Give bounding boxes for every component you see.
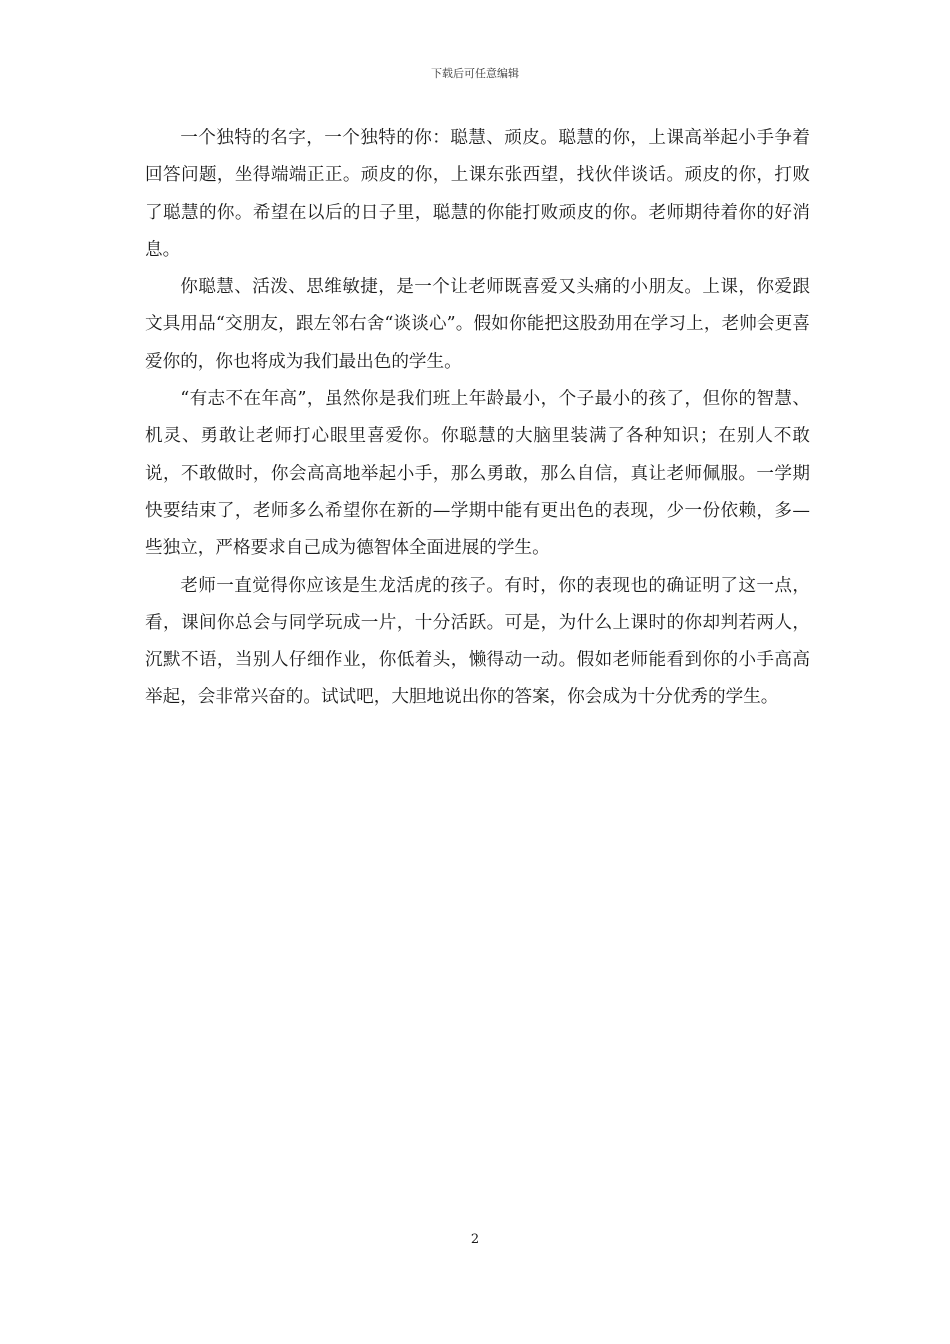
page-header-note: 下载后可任意编辑 xyxy=(431,67,519,80)
paragraph-2: 你聪慧、活泼、思维敏捷，是一个让老师既喜爱又头痛的小朋友。上课，你爱跟文具用品“交朋友，跟左邻右舍“谈谈心”。假如你能把这股劲用在学习上，老帅会更喜爱你的，你也将成为我们最出色的学生。 xyxy=(145,277,810,372)
page-number: 2 xyxy=(470,1232,480,1247)
paragraph-1: 一个独特的名字，一个独特的你：聪慧、顽皮。聪慧的你，上课高举起小手争着回答问题，坐得端端正正。顽皮的你，上课东张西望，找伙伴谈话。顽皮的你，打败了聪慧的你。希望在以后的日子里，聪慧的你能打败顽皮的你。老师期待着你的好消息。 xyxy=(145,128,810,260)
paragraph-4: 老师一直觉得你应该是生龙活虎的孩子。有时，你的表现也的确证明了这一点，看，课间你总会与同学玩成一片，十分活跃。可是，为什么上课时的你却判若两人，沉默不语，当别人仔细作业，你低着头，懒得动一动。假如老师能看到你的小手高高举起，会非常兴奋的。试试吧，大胆地说出你的答案，你会成为十分优秀的学生。 xyxy=(145,575,810,708)
paragraph-3: “有志不在年高”，虽然你是我们班上年龄最小，个子最小的孩了，但你的智慧、机灵、勇敢让老师打心眼里喜爱你。你聪慧的大脑里装满了各种知识；在别人不敢说，不敢做时，你会高高地举起小手，那么勇敢，那么自信，真让老师佩服。一学期快要结束了，老师多么希望你在新的—学期中能有更出色的表现，少一份依赖，多—些独立，严格要求自己成为德智体全面进展的学生。 xyxy=(145,389,810,559)
document-body xyxy=(145,120,810,717)
